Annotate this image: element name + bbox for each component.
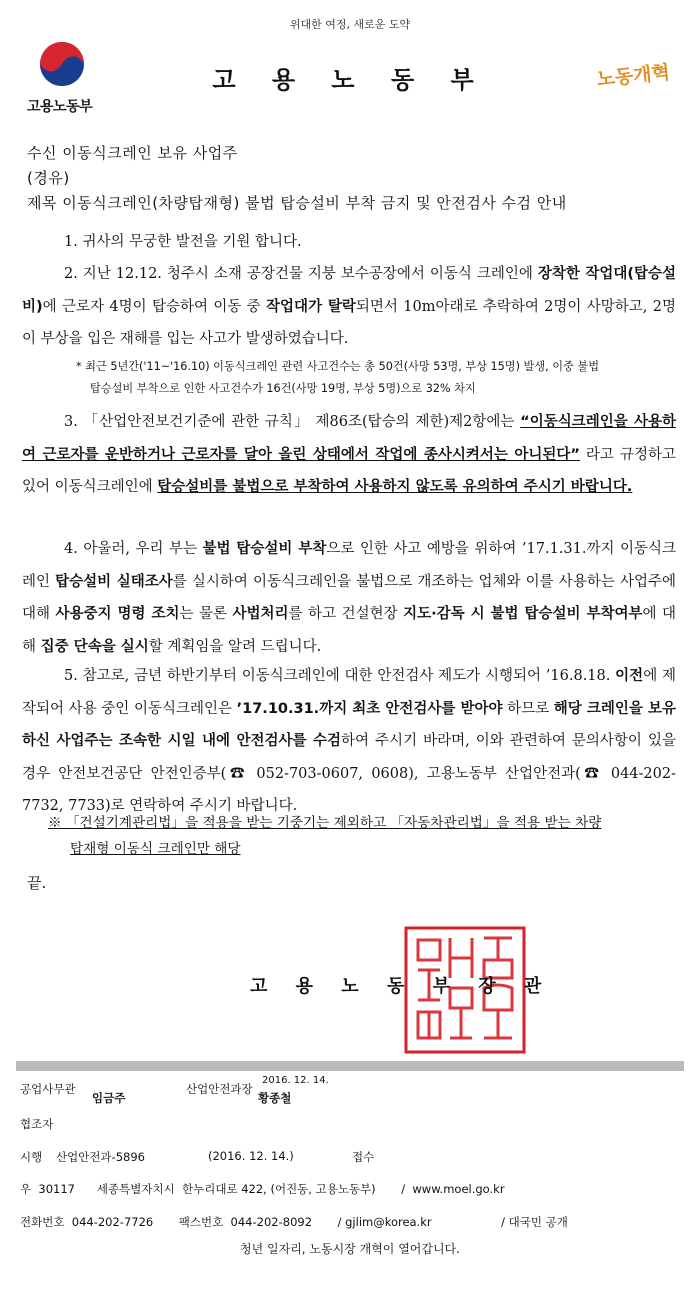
footer-divider xyxy=(16,1061,684,1071)
p4-e: 를 실시하여 이동식크레인을 불법으로 개조하는 업체와 이를 사용하는 사업주에 대해 xyxy=(22,573,676,622)
p2-b: 장착한 작업대(탑승설비) xyxy=(22,266,676,315)
p3-a: 3. 「산업안전보건기준에 관한 규칙」 제86조(탑승의 제한)제2항에는 xyxy=(64,414,521,430)
p4-d: 탑승설비 실태조사 xyxy=(55,573,173,590)
p4-h: 사법처리 xyxy=(232,606,289,622)
paragraph-5 xyxy=(22,660,676,823)
p2-c: 에 근로자 4명이 탑승하여 이동 중 xyxy=(42,298,267,315)
minister-signature: 고 용 노 동 부 장 관 xyxy=(250,976,553,997)
p2-a: 2. 지난 12.12. 청주시 소재 공장건물 지붕 보수공장에서 이동식 크레인에 xyxy=(64,266,538,282)
p3-d: 탑승설비를 불법으로 부착하여 사용하지 않도록 유의하여 주시기 바랍니다. xyxy=(157,479,633,495)
closing-slogan: 청년 일자리, 노동시장 개혁이 열어갑니다. xyxy=(240,1242,460,1256)
statistics-note-line-1: * 최근 5년간('11~'16.10) 이동식크레인 관련 사고건수는 총 50건(사망 53명, 부상 15명) 발생, 이중 불법 xyxy=(76,360,600,373)
p4-m: 할 계획임을 알려 드립니다. xyxy=(148,638,322,655)
statistics-note-line-2: 탑승설비 부착으로 인한 사고건수가 16건(사망 19명, 부상 5명)으로 32% 차지 xyxy=(90,382,476,395)
p4-g: 는 물론 xyxy=(179,606,233,622)
p5-d: ’17.10.31.까지 최초 안전검사를 받아야 xyxy=(236,700,503,717)
p3-b: “이동식크레인을 사용하여 근로자를 운반하거나 근로자를 달아 올린 상태에서 작업에 종사시켜서는 아니된다” xyxy=(22,414,676,463)
p4-l: 집중 단속을 실시 xyxy=(40,638,149,655)
p2-d: 작업대가 탈락 xyxy=(266,298,356,315)
p2-e: 되면서 10m아래로 추락하여 2명이 사망하고, 2명이 부상을 입은 재해를 입는 사고가 발생하였습니다. xyxy=(22,298,676,347)
p4-i: 를 하고 건설현장 xyxy=(288,606,404,622)
end-mark: 끝. xyxy=(27,874,47,892)
address-line: 우 30117 세종특별자치시 한누리대로 422, (어진동, 고용노동부) / www.moel.go.kr xyxy=(20,1182,505,1196)
p4-k: 에 대해 xyxy=(22,606,677,655)
enforcement-date: (2016. 12. 14.) xyxy=(208,1149,294,1163)
division-head-label: 산업안전과장 xyxy=(186,1082,253,1096)
officer-label: 공업사무관 xyxy=(20,1082,76,1096)
p5-c: 에 제작되어 사용 중인 이동식크레인은 xyxy=(22,668,676,717)
p1-text: 1. 귀사의 무궁한 발전을 기원 합니다. xyxy=(64,234,302,250)
labor-reform-logo xyxy=(594,46,674,96)
officer-name: 임금주 xyxy=(92,1091,126,1105)
recipient: 수신 이동식크레인 보유 사업주 xyxy=(27,144,238,162)
paragraph-3 xyxy=(22,406,676,504)
p4-f: 사용중지 명령 조치 xyxy=(55,606,180,622)
subject: 제목 이동식크레인(차량탑재형) 불법 탑승설비 부착 금지 및 안전검사 수검 안내 xyxy=(27,194,567,212)
paragraph-1 xyxy=(22,226,676,259)
p4-c: 으로 인한 사고 예방을 위하여 ’17.1.31.까지 이동식크레인 xyxy=(22,541,676,590)
enforcement-label: 시행 xyxy=(20,1150,43,1164)
scope-note-line-2: 탑재형 이동식 크레인만 해당 xyxy=(70,841,241,857)
slogan: 위대한 여정, 새로운 도약 xyxy=(289,18,411,31)
p5-f: 해당 크레인을 보유하신 사업주는 조속한 시일 내에 안전검사를 수검 xyxy=(22,700,676,749)
p5-b: 이전 xyxy=(615,668,644,684)
cooperator-label: 협조자 xyxy=(20,1117,54,1131)
p4-b: 불법 탑승설비 부착 xyxy=(202,541,327,557)
contact-line: 전화번호 044-202-7726 팩스번호 044-202-8092 / gjlim@korea.kr / 대국민 공개 xyxy=(20,1215,568,1229)
approval-date: 2016. 12. 14. xyxy=(262,1075,329,1086)
paragraph-2 xyxy=(22,258,676,356)
p5-e: 하므로 xyxy=(502,700,554,717)
p5-g: 하여 주시기 바라며, 이와 관련하여 문의사항이 있을 경우 안전보건공단 안전인증부(☎ 052-703-0607, 0608), 고용노동부 산업안전과(☎ 044-202-7732, 7733)로 연락하여 주시기 바랍니다. xyxy=(22,733,676,814)
division-head-name: 황종철 xyxy=(258,1091,292,1105)
p5-a: 5. 참고로, 금년 하반기부터 이동식크레인에 대한 안전검사 제도가 시행되어 ’16.8.18. xyxy=(64,668,616,684)
enforcement-number: 산업안전과-5896 xyxy=(56,1150,145,1164)
document-title: 고 용 노 동 부 xyxy=(212,66,488,94)
svg-text:노동개혁: 노동개혁 xyxy=(595,61,671,91)
ministry-logo-text: 고용노동부 xyxy=(27,99,93,115)
scope-note xyxy=(48,810,676,862)
receipt-label: 접수 xyxy=(352,1150,375,1164)
scope-note-line-1: ※ 「건설기계관리법」을 적용을 받는 기중기는 제외하고 「자동차관리법」을 적용 받는 차량 xyxy=(48,815,602,831)
paragraph-4 xyxy=(22,533,676,663)
via: (경유) xyxy=(27,169,70,187)
p3-c: 라고 규정하고 있어 이동식크레인에 xyxy=(22,446,676,495)
p4-a: 4. 아울러, 우리 부는 xyxy=(64,541,203,557)
p4-j: 지도·감독 시 불법 탑승설비 부착여부 xyxy=(403,606,643,622)
